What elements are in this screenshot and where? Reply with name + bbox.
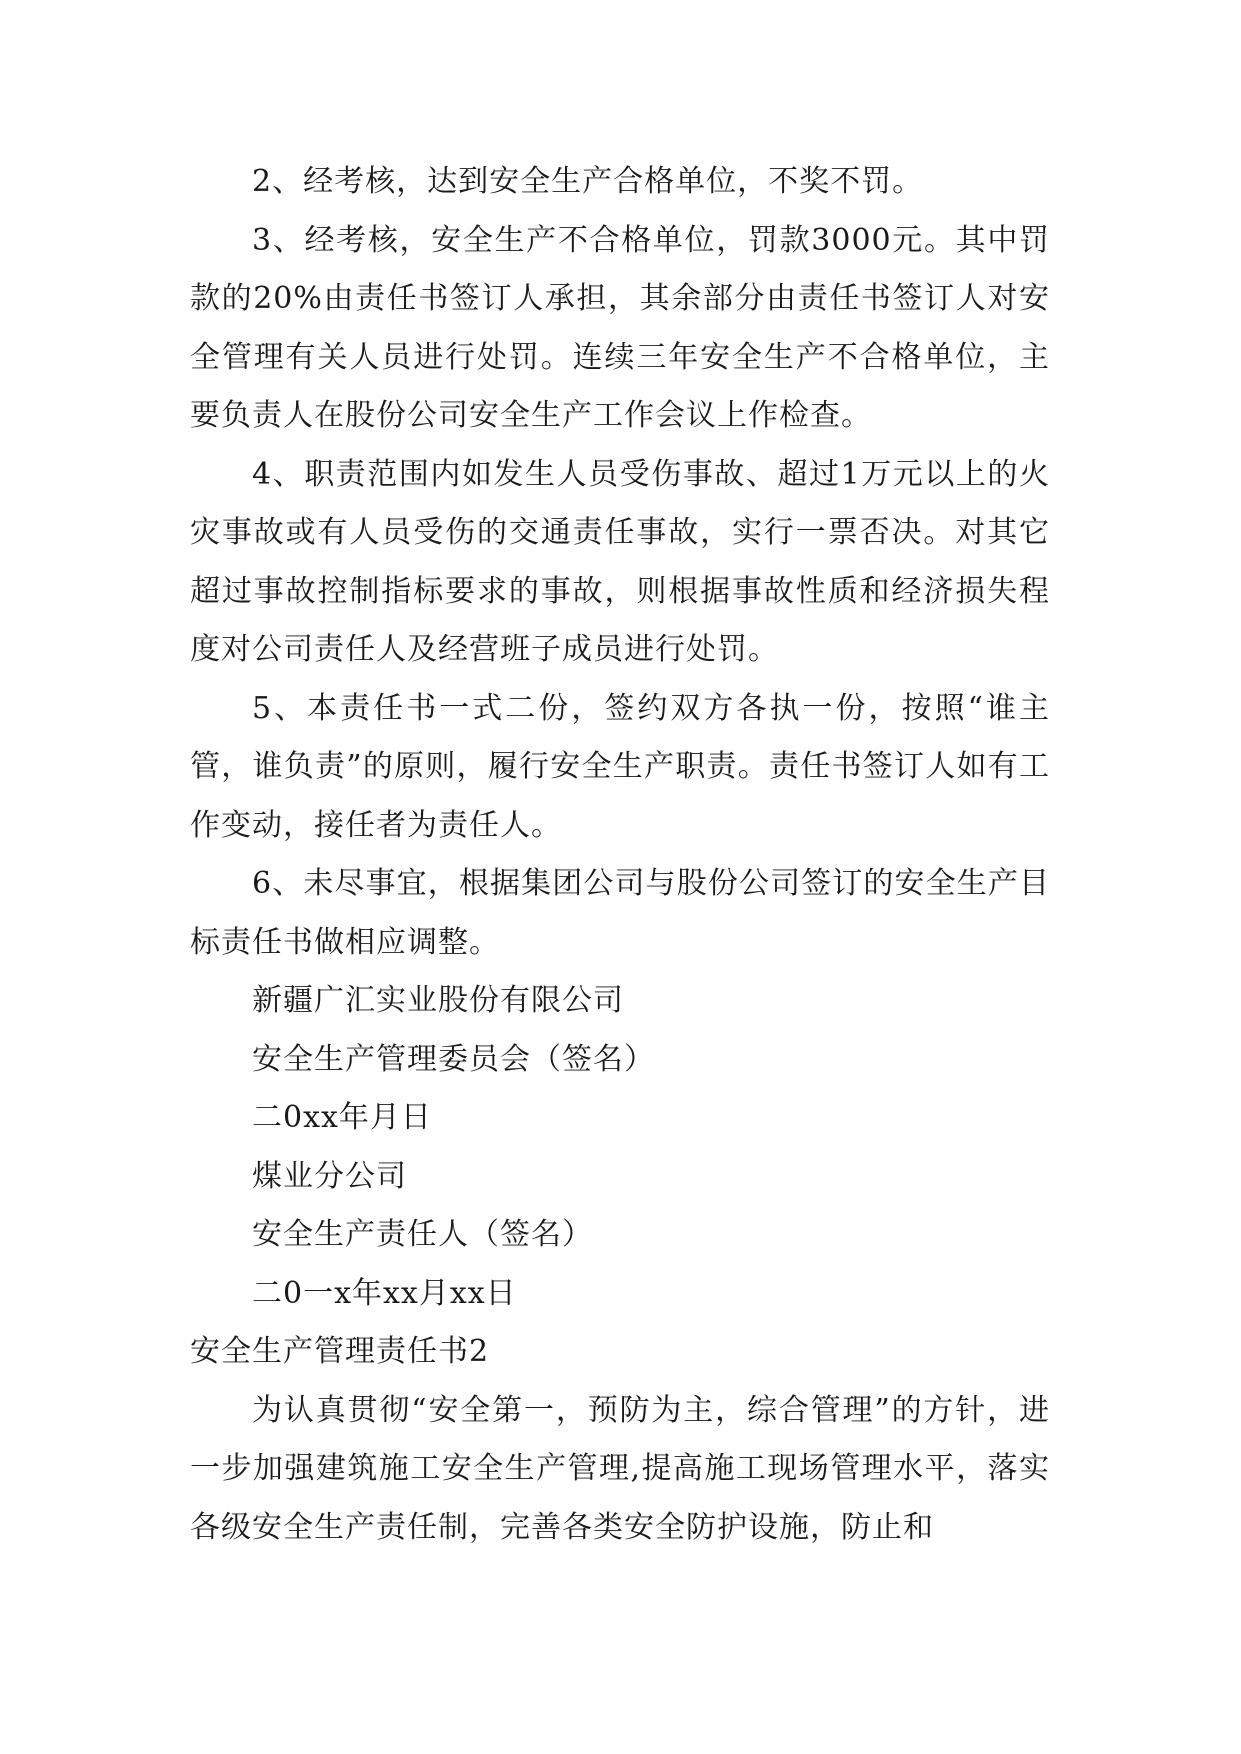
party-a-company: 新疆广汇实业股份有限公司 bbox=[252, 983, 624, 1018]
party-a-date: 二0xx年月日 bbox=[252, 1100, 432, 1135]
party-b-company: 煤业分公司 bbox=[252, 1158, 407, 1194]
party-a-signer: 安全生产管理委员会（签名） bbox=[252, 1041, 655, 1077]
clause-4: 4、职责范围内如发生人员受伤事故、超过1万元以上的火灾事故或有人员受伤的交通责任事故，实行一票否决。对其它超过事故控制指标要求的事故，则根据事故性质和经济损失程度对公司责任人及经营班子成员进行处罚。 bbox=[190, 456, 1050, 667]
clause-3: 3、经考核，安全生产不合格单位，罚款3000元。其中罚款的20%由责任书签订人承担，其余部分由责任书签订人对安全管理有关人员进行处罚。连续三年安全生产不合格单位，主要负责人在股份公司安全生产工作会议上作检查。 bbox=[190, 222, 1050, 433]
clause-6: 6、未尽事宜，根据集团公司与股份公司签订的安全生产目标责任书做相应调整。 bbox=[190, 866, 1050, 960]
intro-paragraph: 为认真贯彻“安全第一，预防为主，综合管理”的方针，进一步加强建筑施工安全生产管理,提高施工现场管理水平，落实各级安全生产责任制，完善各类安全防护设施，防止和 bbox=[190, 1392, 1050, 1545]
section-title: 安全生产管理责任书2 bbox=[190, 1334, 490, 1369]
clause-5: 5、本责任书一式二份，签约双方各执一份，按照“谁主管，谁负责”的原则，履行安全生产职责。责任书签订人如有工作变动，接任者为责任人。 bbox=[190, 690, 1050, 843]
clause-2: 2、经考核，达到安全生产合格单位，不奖不罚。 bbox=[252, 164, 924, 199]
document-body bbox=[190, 153, 1050, 1557]
party-b-date: 二0一x年xx月xx日 bbox=[252, 1275, 517, 1311]
party-b-signer: 安全生产责任人（签名） bbox=[252, 1217, 593, 1252]
